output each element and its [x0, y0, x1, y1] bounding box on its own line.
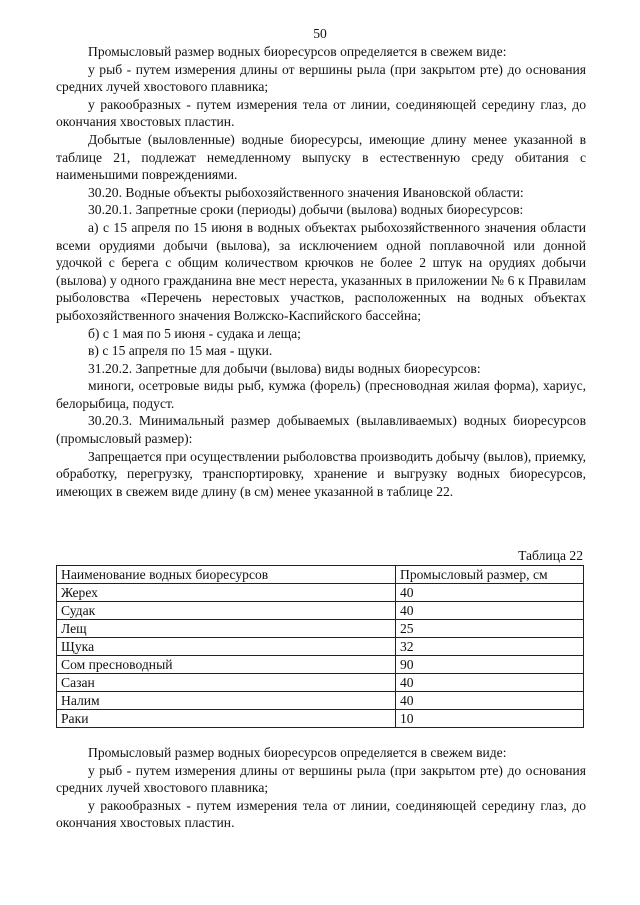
table-row — [57, 674, 584, 692]
table-header-row — [57, 566, 584, 584]
paragraph: 30.20.1. Запретные сроки (периоды) добычи (вылова) водных биоресурсов: — [88, 202, 524, 218]
size-cell: 40 — [396, 692, 584, 710]
paragraph: Промысловый размер водных биоресурсов определяется в свежем виде: — [88, 745, 507, 760]
species-cell: Налим — [57, 692, 396, 710]
table-caption: Таблица 22 — [518, 548, 583, 563]
species-cell: Сазан — [57, 674, 396, 692]
paragraph: у рыб - путем измерения длины от вершины рыла (при закрытом рте) до основания средних лучей хвостового плавника; — [56, 762, 586, 796]
table-22 — [56, 565, 584, 728]
table-row — [57, 638, 584, 656]
table-row — [57, 710, 584, 728]
paragraph: Промысловый размер водных биоресурсов определяется в свежем виде: — [88, 44, 507, 59]
table-header-cell: Промысловый размер, см — [396, 566, 584, 584]
species-cell: Раки — [57, 710, 396, 728]
table-row — [57, 620, 584, 638]
paragraph: у рыб - путем измерения длины от вершины рыла (при закрытом рте) до основания средних лучей хвостового плавника; — [56, 61, 586, 95]
size-cell: 40 — [396, 602, 584, 620]
size-cell: 40 — [396, 584, 584, 602]
paragraph: б) с 1 мая по 5 июня - судака и леща; — [88, 325, 301, 341]
paragraph: Добытые (выловленные) водные биоресурсы, имеющие длину менее указанной в таблице 21, подлежат немедленному выпуску в естественную среду обитания с наименьшими повреждениями. — [56, 131, 586, 183]
paragraph: 30.20. Водные объекты рыбохозяйственного значения Ивановской области: — [88, 184, 524, 200]
size-cell: 90 — [396, 656, 584, 674]
table-row — [57, 584, 584, 602]
species-cell: Лещ — [57, 620, 396, 638]
species-cell: Сом пресноводный — [57, 656, 396, 674]
paragraph: 30.20.3. Минимальный размер добываемых (вылавливаемых) водных биоресурсов (промысловый размер): — [56, 413, 586, 447]
size-cell: 32 — [396, 638, 584, 656]
paragraph: у ракообразных - путем измерения тела от линии, соединяющей середину глаз, до окончания хвостовых пластин. — [56, 96, 586, 130]
table-header-cell: Наименование водных биоресурсов — [57, 566, 396, 584]
paragraph: в) с 15 апреля по 15 мая - щуки. — [88, 343, 273, 359]
paragraph: у ракообразных - путем измерения тела от линии, соединяющей середину глаз, до окончания хвостовых пластин. — [56, 797, 586, 831]
table-row — [57, 692, 584, 710]
size-cell: 40 — [396, 674, 584, 692]
size-cell: 10 — [396, 710, 584, 728]
species-cell: Судак — [57, 602, 396, 620]
species-cell: Щука — [57, 638, 396, 656]
table-row — [57, 656, 584, 674]
text-block-upper — [56, 43, 586, 500]
size-cell: 25 — [396, 620, 584, 638]
table-row — [57, 602, 584, 620]
species-cell: Жерех — [57, 584, 396, 602]
page-number: 50 — [313, 26, 327, 41]
paragraph: Запрещается при осуществлении рыболовства производить добычу (вылов), приемку, обработку, перегрузку, транспортировку, хранение и выгрузку водных биоресурсов, имеющих в свежем виде длину (в см) менее указанной в таблице 22. — [56, 448, 586, 499]
paragraph: 31.20.2. Запретные для добычи (вылова) виды водных биоресурсов: — [88, 360, 481, 376]
paragraph: миноги, осетровые виды рыб, кумжа (форель) (пресноводная жилая форма), хариус, белорыбица, подуст. — [56, 378, 586, 411]
text-block-lower — [56, 744, 586, 832]
paragraph: а) с 15 апреля по 15 июня в водных объектах рыбохозяйственного значения области всеми орудиями добычи (вылова), за исключением одной поплавочной или донной удочкой с берега с общим количеством крючков не более 2 штук на орудиях добычи (вылова) у одного гражданина вне мест нереста, указанных в приложении № 6 к Правилам рыболовства «Перечень нерестовых участков, расположенных на водных объектах рыбохозяйственного значения Волжско-Каспийского бассейна; — [56, 219, 586, 323]
